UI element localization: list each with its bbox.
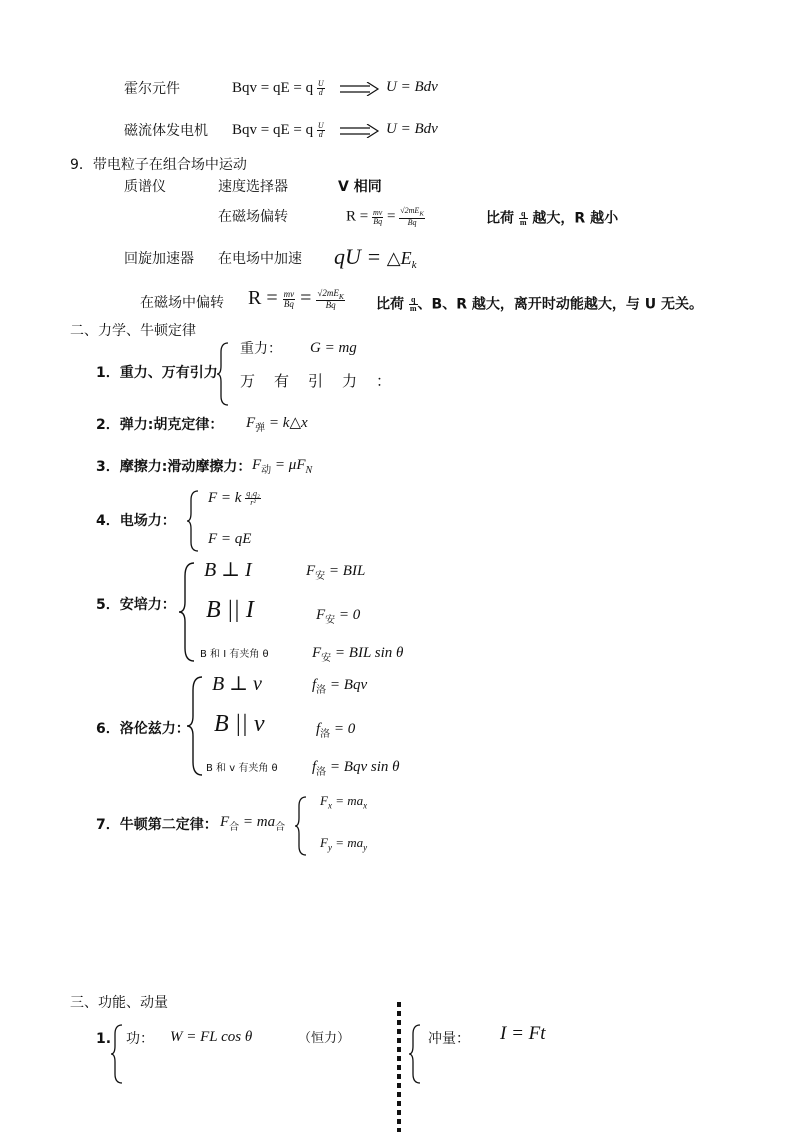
gravity-item-label: 1．重力、万有引力 (96, 365, 218, 381)
friction-equation: $F_动 = \mu F_N$ (252, 457, 313, 476)
mhd-fraction: $\frac{U}{d}$ (317, 121, 324, 139)
electric-accel-label: 在电场中加速 (218, 251, 302, 267)
velocity-selector-label: 速度选择器 (218, 179, 288, 195)
hall-lhs: Bqv = qE = q (232, 79, 314, 96)
ampere-force-item-label: 5．安培力： (96, 597, 176, 613)
section-9-heading: 9．带电粒子在组合场中运动 (70, 157, 247, 173)
newton-second-law-label: 7．牛顿第二定律： (96, 817, 218, 833)
newton-x-eq: $F_x = ma_x$ (320, 793, 368, 811)
constant-force-note: （恒力） (298, 1031, 351, 1046)
radius-equation: R = $\frac{mv}{Bq}$ = $\frac{√2mE_K}{Bq}$ (346, 206, 424, 228)
mass-spectrometer-label: 质谱仪 (124, 179, 166, 195)
hall-result: U = Bdv (386, 79, 438, 95)
implies-arrow-icon (340, 124, 380, 138)
left-brace-icon (408, 1024, 422, 1084)
friction-item-label: 3．摩擦力:滑动摩擦力： (96, 459, 252, 475)
lorentz-force-item-label: 6．洛伦兹力： (96, 721, 190, 737)
magnetic-deflect-label: 在磁场偏转 (218, 209, 288, 225)
lorentz-perpendicular-cond: B ⊥ v (212, 673, 262, 695)
mhd-result: U = Bdv (386, 121, 438, 137)
lorentz-parallel-cond: B || v (214, 711, 265, 737)
lorentz-angle-cond: B 和 v 有夹角 θ (206, 763, 278, 774)
left-brace-icon (294, 796, 308, 856)
dashed-divider (396, 1002, 402, 1132)
cyclotron-label: 回旋加速器 (124, 251, 194, 267)
left-brace-icon (186, 490, 200, 552)
field-force-equation: F = qE (208, 531, 252, 547)
ampere-angle-eq: $F_安$ = BIL sin θ (312, 645, 404, 664)
left-brace-icon (216, 342, 230, 406)
mhd-equation (232, 122, 325, 139)
work-item-number: 1. (96, 1031, 112, 1047)
implies-arrow-icon (340, 82, 380, 96)
lorentz-parallel-eq: $f_洛 = 0$ (316, 721, 356, 740)
left-brace-icon (110, 1024, 124, 1084)
mhd-generator-label: 磁流体发电机 (124, 123, 208, 139)
impulse-equation: I = Ft (500, 1023, 546, 1044)
work-label: 功： (126, 1031, 154, 1047)
hooke-equation: $F_弹$ = k△x (246, 415, 308, 434)
energy-equation: qU = $\triangle E_k$ (334, 244, 417, 271)
ampere-angle-cond: B 和 I 有夹角 θ (200, 649, 269, 660)
universal-gravitation-label: 万 有 引 力 ： (240, 372, 394, 390)
section-3-heading: 三、功能、动量 (70, 995, 168, 1011)
magnetic-deflect-label-2: 在磁场中偏转 (140, 295, 224, 311)
lorentz-perpendicular-eq: $f_洛$ = Bqv (312, 677, 368, 696)
v-same-label: V 相同 (338, 179, 382, 195)
hall-equation (232, 80, 325, 97)
cyclotron-note: 比荷 $\frac{q}{m}$ 、B、R 越大，离开时动能越大，与 U 无关。 (376, 295, 703, 313)
electric-force-item-label: 4．电场力： (96, 513, 176, 529)
mhd-lhs: Bqv = qE = q (232, 121, 314, 138)
hall-element-label: 霍尔元件 (124, 81, 180, 97)
gravity-equation: G = mg (310, 340, 357, 356)
left-brace-icon (186, 676, 204, 776)
ampere-parallel-eq: $F_安 = 0$ (316, 607, 361, 626)
radius-equation-2: R = $\frac{mv}{Bq}$ = $\frac{√2mE_K}{Bq}$ (248, 287, 344, 311)
work-equation: W = FL cos θ (170, 1029, 253, 1045)
lorentz-angle-eq: $f_洛$ = Bqv sin θ (312, 759, 400, 778)
newton-y-eq: $F_y = ma_y$ (320, 835, 368, 853)
ampere-perpendicular-eq: $F_安$ = BIL (306, 563, 366, 582)
left-brace-icon (178, 562, 196, 662)
charge-mass-ratio-note: 比荷 $\frac{q}{m}$ 越大，R 越小 (486, 209, 619, 227)
impulse-label: 冲量： (428, 1031, 470, 1047)
newton-net-force-eq: $F_合 = ma_合$ (220, 814, 286, 833)
ampere-parallel-cond: B || I (206, 597, 254, 623)
coulomb-equation: F = k $\frac{\text{q₁q₂}}{\text{r²}}$ (208, 489, 260, 507)
gravity-label: 重力： (240, 341, 282, 357)
hooke-item-label: 2．弹力:胡克定律： (96, 417, 224, 433)
ampere-perpendicular-cond: B ⊥ I (204, 559, 252, 581)
hall-fraction: $\frac{U}{d}$ (317, 79, 324, 97)
section-2-heading: 二、力学、牛顿定律 (70, 323, 196, 339)
